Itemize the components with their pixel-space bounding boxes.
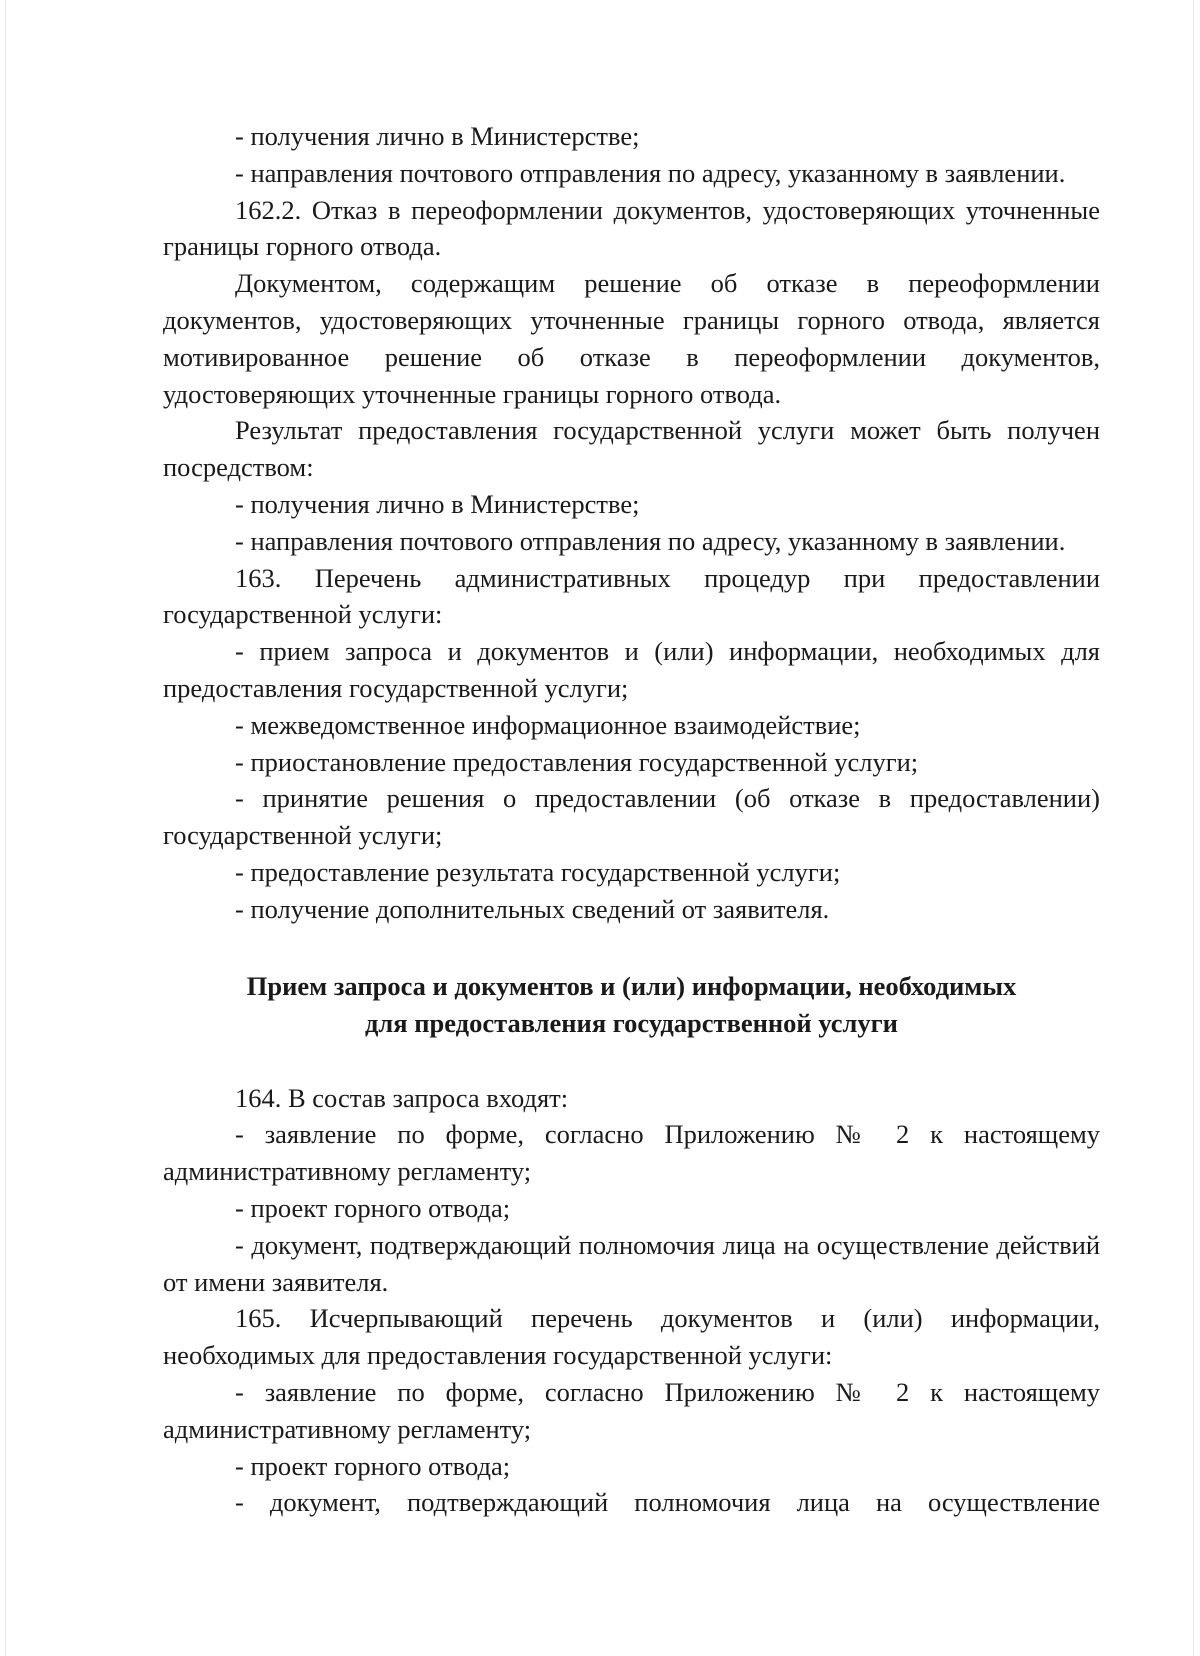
document-body	[163, 118, 1100, 1521]
paragraph: 162.2. Отказ в переоформлении документов, удостоверяющих уточненные границы горного отвода.	[163, 194, 1100, 262]
paragraph: - проект горного отвода;	[235, 1192, 511, 1223]
paragraph: - приостановление предоставления государственной услуги;	[235, 746, 919, 777]
paragraph: - документ, подтверждающий полномочия лица на осуществление	[235, 1487, 1100, 1518]
section-heading-line: для предоставления государственной услуги	[365, 1007, 898, 1038]
section-heading-line: Прием запроса и документов и (или) информации, необходимых	[246, 970, 1017, 1001]
paragraph: - получение дополнительных сведений от заявителя.	[235, 893, 830, 924]
paragraph: - заявление по форме, согласно Приложению № 2 к настоящему административному регламенту;	[163, 1376, 1100, 1444]
paragraph: 164. В состав запроса входят:	[235, 1082, 569, 1113]
scan-edge-left	[5, 0, 6, 1656]
scan-edge-right	[1193, 0, 1194, 1656]
paragraph: Документом, содержащим решение об отказе в переоформлении документов, удостоверяющих уточненные границы горного отвода, является мотивированное решение об отказе в переоформлении документов, удостоверяющих уточненные границы горного отвода.	[163, 268, 1100, 409]
paragraph: - получения лично в Министерстве;	[235, 488, 640, 519]
paragraph: - проект горного отвода;	[235, 1450, 511, 1481]
paragraph: - прием запроса и документов и (или) информации, необходимых для предоставления государственной услуги;	[163, 636, 1100, 703]
paragraph: - направления почтового отправления по адресу, указанному в заявлении.	[235, 525, 1066, 556]
paragraph: 163. Перечень административных процедур при предоставлении государственной услуги:	[163, 562, 1100, 630]
paragraph: Результат предоставления государственной услуги может быть получен посредством:	[163, 415, 1100, 483]
paragraph: - принятие решения о предоставлении (об отказе в предоставлении) государственной услуги;	[163, 783, 1100, 851]
paragraph: 165. Исчерпывающий перечень документов и (или) информации, необходимых для предоставления государственной услуги:	[163, 1303, 1100, 1371]
paragraph: - направления почтового отправления по адресу, указанному в заявлении.	[235, 157, 1066, 188]
paragraph: - межведомственное информационное взаимодействие;	[235, 709, 861, 740]
paragraph: - заявление по форме, согласно Приложению № 2 к настоящему административному регламенту;	[163, 1119, 1100, 1187]
paragraph: - получения лично в Министерстве;	[235, 121, 640, 151]
paragraph: - предоставление результата государственной услуги;	[235, 856, 841, 887]
section-heading	[163, 968, 1100, 1042]
paragraph: - документ, подтверждающий полномочия лица на осуществление действий от имени заявителя.	[163, 1229, 1100, 1297]
